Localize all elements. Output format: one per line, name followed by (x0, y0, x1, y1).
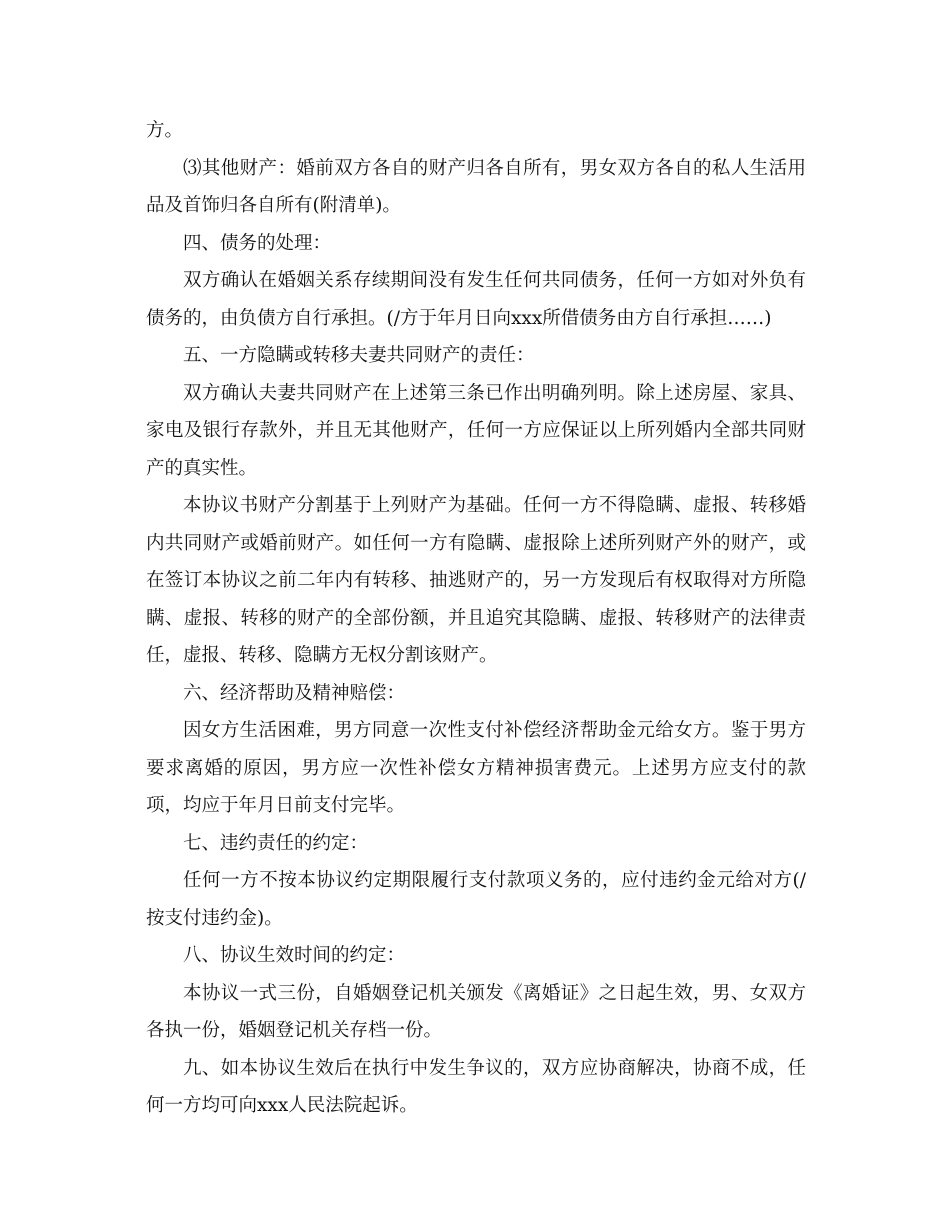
document-body (146, 112, 806, 1125)
section-heading-compensation: 六、经济帮助及精神赔偿： (183, 682, 406, 704)
paragraph-joint-property: 双方确认夫妻共同财产在上述第三条已作出明确列明。除上述房屋、家具、家电及银行存款外，并且无其他财产，任何一方应保证以上所列婚内全部共同财产的真实性。 (146, 382, 806, 479)
section-heading-breach: 七、违约责任的约定： (183, 832, 369, 854)
paragraph-continuation: 方。 (146, 120, 184, 141)
paragraph-dispute: 九、如本协议生效后在执行中发生争议的，双方应协商解决，协商不成，任何一方均可向xxx人民法院起诉。 (146, 1057, 806, 1116)
section-heading-effective-date: 八、协议生效时间的约定： (183, 945, 406, 966)
paragraph-breach: 任何一方不按本协议约定期限履行支付款项义务的，应付违约金元给对方(/按支付违约金)。 (146, 870, 806, 929)
section-heading-concealment: 五、一方隐瞒或转移夫妻共同财产的责任： (183, 345, 535, 366)
paragraph-compensation: 因女方生活困难，男方同意一次性支付补偿经济帮助金元给女方。鉴于男方要求离婚的原因，男方应一次性补偿女方精神损害费元。上述男方应支付的款项，均应于年月日前支付完毕。 (146, 720, 806, 816)
paragraph-effective-date: 本协议一式三份，自婚姻登记机关颁发《离婚证》之日起生效，男、女双方各执一份，婚姻登记机关存档一份。 (146, 982, 806, 1041)
paragraph-debt: 双方确认在婚姻关系存续期间没有发生任何共同债务，任何一方如对外负有债务的，由负债方自行承担。(/方于年月日向xxx所借债务由方自行承担……) (146, 270, 806, 329)
paragraph-property-division: 本协议书财产分割基于上列财产为基础。任何一方不得隐瞒、虚报、转移婚内共同财产或婚前财产。如任何一方有隐瞒、虚报除上述所列财产外的财产，或在签订本协议之前二年内有转移、抽逃财产的，另一方发现后有权取得对方所隐瞒、虚报、转移的财产的全部份额，并且追究其隐瞒、虚报、转移财产的法律责任，虚报、转移、隐瞒方无权分割该财产。 (146, 495, 806, 666)
section-heading-debt: 四、债务的处理： (183, 232, 332, 254)
paragraph-other-property: ⑶其他财产：婚前双方各自的财产归各自所有，男女双方各自的私人生活用品及首饰归各自所有(附清单)。 (146, 157, 806, 216)
